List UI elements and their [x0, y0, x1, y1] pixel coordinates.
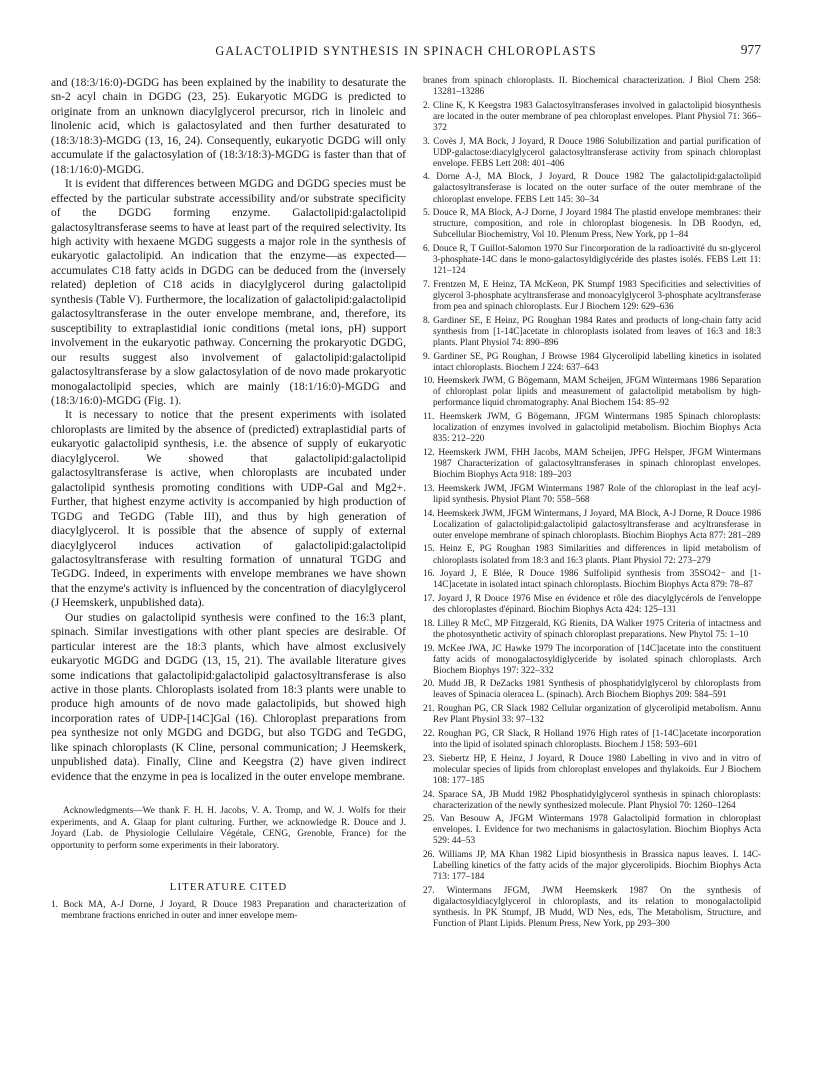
- reference-item: 9. Gardiner SE, PG Roughan, J Browse 1984 Glycerolipid labelling kinetics in isolated intact chloroplasts. Biochem J 224: 637–643: [423, 351, 761, 373]
- reference-item: 25. Van Besouw A, JFGM Wintermans 1978 Galactolipid formation in chloroplast envelopes. I. Evidence for two mechanisms in galactosylation. Biochim Biophys Acta 529: 44–53: [423, 814, 761, 847]
- right-column: [423, 76, 761, 933]
- page-number: 977: [740, 42, 761, 57]
- reference-item: 3. Covès J, MA Bock, J Joyard, R Douce 1986 Solubilization and partial purification of UDP-galactose:diacylglycerol galactosyltransferase activity from spinach chloroplast envelope. FEBS Lett 208: 401–406: [423, 136, 761, 169]
- reference-item: 11. Heemskerk JWM, G Bögemann, JFGM Wintermans 1985 Spinach chloroplasts: localization of enzymes involved in galactolipid metabolism. Biochim Biophys Acta 835: 212–220: [423, 412, 761, 445]
- reference-item: 15. Heinz E, PG Roughan 1983 Similarities and differences in lipid metabolism of chloroplasts isolated from 18:3 and 16:3 plants. Plant Physiol 72: 273–279: [423, 544, 761, 566]
- reference-item: 8. Gardiner SE, E Heinz, PG Roughan 1984 Rates and products of long-chain fatty acid synthesis from [1-14C]acetate in chloroplasts isolated from leaves of 16:3 and 18:3 plants. Plant Physiol 74: 890–896: [423, 315, 761, 348]
- body-paragraph: and (18:3/16:0)-DGDG has been explained by the inability to desaturate the sn-2 acyl chain in DGDG (23, 25). Eukaryotic MGDG is predicted to originate from an unknown diacylglycerol precursor, rich in linoleic and linolenic acid, which is galactosylated and then further desaturated to (18:3/18:3)-MGDG (13, 16, 24). Consequently, eukaryotic DGDG will only accumulate if the galactosylation of (18:3/18:3)-MGDG is faster than that of (18:1/16:0)-MGDG.: [51, 77, 406, 176]
- reference-item: 16. Joyard J, E Blée, R Douce 1986 Sulfolipid synthesis from 35SO42− and [1-14C]acetate in isolated intact spinach chloroplasts. Biochim Biophys Acta 879: 78–87: [423, 569, 761, 591]
- reference-item: 6. Douce R, T Guillot-Salomon 1970 Sur l'incorporation de la radioactivité du sn-glycerol 3-phosphate-14C dans le mono-galactosyldiglycéride des plastes isolés. FEBS Lett 11: 121–124: [423, 244, 761, 277]
- running-header: [51, 40, 761, 62]
- reference-item: 12. Heemskerk JWM, FHH Jacobs, MAM Scheijen, JPFG Helsper, JFGM Wintermans 1987 Characterization of galactosyltransferases in spinach chloroplast envelopes. Biochim Biophys Acta 918: 189–203: [423, 448, 761, 481]
- body-paragraph: It is necessary to notice that the present experiments with isolated chloroplasts are limited by the absence of (predicted) extraplastidial parts of eukaryotic galactolipid synthesis, i.e. the absence of supply of eukaryotic diacylglycerol. We showed that galactolipid:galactolipid galactosyltransferase is active, when chloroplasts are incubated under galactolipid synthesis promoting conditions with UDP-Gal and Mg2+. Further, that highest enzyme activity is accompanied by high production of TGDG and TeGDG (Table III), and thus by high generation of diacylglycerol. It is possible that the absence of supply of external diacylglycerol induces activation of galactolipid:galactolipid galactosyltransferase with resulting formation of unnatural TGDG and TeGDG. Indeed, in experiments with envelope membranes we have shown that the enzyme's activity is influenced by the concentration of diacylglycerol (J Heemskerk, unpublished data).: [51, 409, 406, 610]
- acknowledgments: Acknowledgments—We thank F. H. H. Jacobs, V. A. Tromp, and W. J. Wolfs for their experiments, and A. Glaap for plant culturing. Further, we acknowledge R. Douce and J. Joyard (Lab. de Physiologie Cellulaire Végétale, CENG, Grenoble, France) for the opportunity to perform some experiments in their laboratory.: [51, 806, 406, 851]
- body-paragraph: Our studies on galactolipid synthesis were confined to the 16:3 plant, spinach. Similar investigations with other plant species are desirable. Of particular interest are the 18:3 plants, which have almost exclusively eukaryotic MGDG and DGDG (13, 15, 21). The available literature gives some indications that galactolipid:galactolipid galactosyltransferase is also active in those plants. Chloroplasts isolated from 18:3 plants were unable to produce high amounts of de novo made galactolipids, but showed high incorporation rates of UDP-[14C]Gal (16). Chloroplast preparations from pea synthesize not only MGDG and DGDG, but also TGDG and TeGDG, like spinach chloroplasts (K Cline, personal communication; J Heemskerk, unpublished data). Finally, Cline and Keegstra (2) have given indirect evidence that the enzyme in pea is localized in the outer envelope membrane.: [51, 611, 406, 783]
- reference-item: 24. Sparace SA, JB Mudd 1982 Phosphatidylglycerol synthesis in spinach chloroplasts: characterization of the newly synthesized molecule. Plant Physiol 70: 1260–1264: [423, 789, 761, 811]
- reference-item: 22. Roughan PG, CR Slack, R Holland 1976 High rates of [1-14C]acetate incorporation into the lipid of isolated spinach chloroplasts. Biochem J 158: 593–601: [423, 728, 761, 751]
- reference-item: branes from spinach chloroplasts. II. Biochemical characterization. J Biol Chem 258: 13281–13286: [423, 76, 761, 98]
- reference-item: 20. Mudd JB, R DeZacks 1981 Synthesis of phosphatidylglycerol by chloroplasts from leaves of Spinacia oleracea L. (spinach). Arch Biochem Biophys 209: 584–591: [423, 679, 761, 701]
- reference-item: 18. Lilley R McC, MP Fitzgerald, KG Rienits, DA Walker 1975 Criteria of intactness and the photosynthetic activity of spinach chloroplast preparations. New Phytol 75: 1–10: [423, 618, 761, 640]
- reference-item: 19. McKee JWA, JC Hawke 1979 The incorporation of [14C]acetate into the constituent fatty acids of monogalactosyldiglyceride by isolated spinach chloroplasts. Arch Biochem Biophys 197: 322–332: [423, 643, 761, 676]
- body-paragraph: It is evident that differences between MGDG and DGDG species must be effected by the particular substrate accessibility and/or substrate specificity of the DGDG forming enzyme. Galactolipid:galactolipid galactosyltransferase seems to have at least part of the required selectivity. Its high activity with hexaene MGDG suggests a major role in the synthesis of eukaryotic galactolipid. An indication that the enzyme—as expected—accumulates C18 fatty acids in DGDG can be deduced from the (inversely related) depletion of C18 acids in diacylglycerol during galactolipid synthesis (Table V). Furthermore, the localization of galactolipid:galactolipid galactosyltransferase in the outer envelope membrane, and, therefore, its susceptibility to extraplastidial ionic conditions (metal ions, pH) support involvement in the eukaryotic pathway. Concerning the prokaryotic DGDG, our results suggest also involvement of galactolipid:galactolipid galactosyltransferase by a slow galactosylation of de novo made prokaryotic monogalactolipid species, which are mainly (18:1/16:0)-MGDG and (18:3/16:0)-MGDG (Fig. 1).: [51, 178, 406, 407]
- reference-item: 17. Joyard J, R Douce 1976 Mise en évidence et rôle des diacylglycérols de l'enveloppe des chloroplastes d'épinard. Biochim Biophys Acta 424: 125–131: [423, 594, 761, 616]
- reference-item: 23. Siebertz HP, E Heinz, J Joyard, R Douce 1980 Labelling in vivo and in vitro of molecular species of lipids from chloroplast envelopes and thylakoids. Eur J Biochem 108: 177–185: [423, 753, 761, 786]
- reference-item: 4. Dorne A-J, MA Block, J Joyard, R Douce 1982 The galactolipid:galactolipid galactosyltransferase is located on the outer surface of the outer membrane of the chloroplast envelope. FEBS Lett 145: 30–34: [423, 172, 761, 205]
- reference-item: 26. Williams JP, MA Khan 1982 Lipid biosynthesis in Brassica napus leaves. I. 14C-Labelling kinetics of the fatty acids of the major glycerolipids. Biochim Biophys Acta 713: 177–184: [423, 850, 761, 883]
- reference-item: 2. Cline K, K Keegstra 1983 Galactosyltransferases involved in galactolipid biosynthesis are located in the outer membrane of pea chloroplast envelopes. Plant Physiol 71: 366–372: [423, 100, 761, 133]
- literature-cited-heading: LITERATURE CITED: [169, 880, 288, 893]
- reference-item: 1. Bock MA, A-J Dorne, J Joyard, R Douce 1983 Preparation and characterization of membrane fractions enriched in outer and inner envelope mem-: [51, 899, 406, 921]
- left-column: [51, 76, 406, 924]
- reference-item: 27. Wintermans JFGM, JWM Heemskerk 1987 On the synthesis of digalactosyldiacylglycerol in chloroplasts, and its relation to monogalactolipid synthesis. In PK Stumpf, JB Mudd, WD Nes, eds, The Metabolism, Structure, and Function of Plant Lipids. Plenum Press, New York, pp 293–300: [423, 886, 761, 930]
- reference-item: 14. Heemskerk JWM, JFGM Wintermans, J Joyard, MA Block, A-J Dorne, R Douce 1986 Localization of galactolipid:galactolipid galactosyltransferase and acyltransferase in outer envelope membrane of spinach chloroplasts. Biochim Biophys Acta 877: 281–289: [423, 508, 761, 541]
- reference-item: 21. Roughan PG, CR Slack 1982 Cellular organization of glycerolipid metabolism. Annu Rev Plant Physiol 33: 97–132: [423, 704, 761, 726]
- reference-item: 13. Heemskerk JWM, JFGM Wintermans 1987 Role of the chloroplast in the leaf acyl-lipid synthesis. Physiol Plant 70: 558–568: [423, 483, 761, 505]
- running-title: GALACTOLIPID SYNTHESIS IN SPINACH CHLOROPLASTS: [215, 44, 597, 58]
- reference-item: 5. Douce R, MA Block, A-J Dorne, J Joyard 1984 The plastid envelope membranes: their structure, composition, and role in chloroplast biogenesis. In DB Roodyn, ed, Subcellular Biochemistry, Vol 10. Plenum Press, New York, pp 1–84: [423, 208, 761, 241]
- reference-item: 7. Frentzen M, E Heinz, TA McKeon, PK Stumpf 1983 Specificities and selectivities of glycerol 3-phosphate acyltransferase and monoacylglycerol 3-phosphate acyltransferase from pea and spinach chloroplasts. Eur J Biochem 129: 629–636: [423, 279, 761, 313]
- reference-item: 10. Heemskerk JWM, G Bögemann, MAM Scheijen, JFGM Wintermans 1986 Separation of chloroplast polar lipids and measurement of galactolipid metabolism by high-performance liquid chromatography. Anal Biochem 154: 85–92: [423, 376, 761, 409]
